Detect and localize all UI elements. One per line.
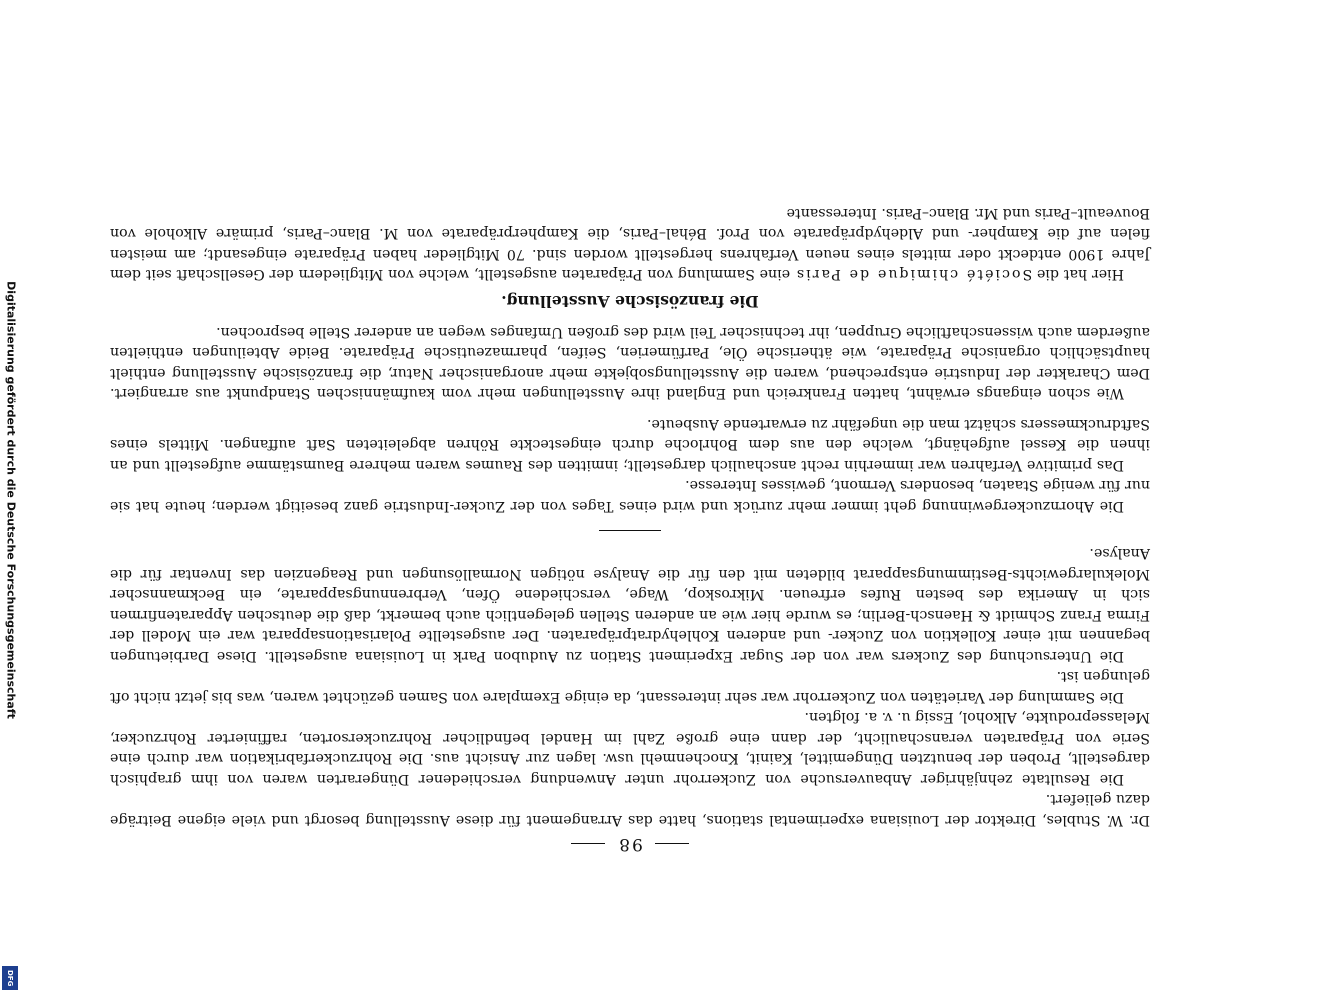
- page-content: [110, 170, 1150, 854]
- section-divider: [599, 530, 661, 531]
- page-number-dash-right: [571, 843, 605, 844]
- section-paragraph-end: eine Sammlung von Präparaten ausgestellt, welche von Mitgliedern der Gesellschaft seit dem Jahre 1900 entdeckt oder mittels eines neuen Verfahrens hergestellt worden sind. 70 Mitglieder haben Präparate eingesandt; am meisten fielen auf die Kampher- und Aldehydpräparate von Prof. Béhal–Paris, die Kampherpräparate von M. Blanc–Paris, primäre Alkohole von Bouveault–Paris und Mr. Blanc–Paris. Interessante: [110, 205, 1150, 283]
- section-title: Die französische Ausstellung.: [501, 292, 759, 312]
- section-paragraph-start: Hier hat die: [1032, 266, 1124, 283]
- page-number-text: 98: [617, 834, 643, 854]
- funding-sidebar: [0, 0, 22, 1000]
- paragraph-3: Die Sammlung der Varietäten von Zuckerrohr war sehr interessant, da einige Exemplare von Samen gezüchtet waren, was bis jetzt nicht oft gelungen ist.: [110, 668, 1150, 705]
- dfg-logo-icon: DFG: [2, 966, 18, 990]
- paragraph-1: Dr. W. Stubles, Direktor der Louisiana experimental stations, hatte das Arrangement für diese Ausstellung besorgt und viele eigene Beiträge dazu geliefert.: [110, 791, 1150, 828]
- paragraph-6: Das primitive Verfahren war immerhin recht anschaulich dargestellt; inmitten des Raumes waren mehrere Baumstämme aufgestellt und an ihnen die Kessel aufgehängt, welche den aus dem Bohrloche durch eingesteckte Röhren abgeleiteten Saft auffangen. Mittels eines Saftdruckmessers schätzt man die ungefähr zu erwartende Ausbeute.: [110, 416, 1150, 473]
- society-name: Société chimique de Paris: [794, 266, 1033, 283]
- section-paragraph: [110, 203, 1150, 285]
- paragraph-5: Die Ahornzuckergewinnung geht immer mehr zurück und wird eines Tages von der Zucker-Industrie ganz beseitigt werden; heute hat sie nur für wenige Staaten, besonders Vermont, gewisses Interesse.: [110, 477, 1150, 514]
- paragraph-7: Wie schon eingangs erwähnt, hatten Frankreich und England ihre Ausstellungen mehr vom kaufmännischen Standpunkt aus arrangiert. Dem Charakter der Industrie entsprechend, waren die Ausstellungsobjekte mehr anorganischer Natur, die französische Ausstellung enthielt hauptsächlich organische Präparate, wie ätherische Öle, Parfümerien, Seifen, pharmazeutische Präparate. Beide Abteilungen enthielten außerdem auch wissenschaftliche Gruppen, ihr technischer Teil wird des großen Umfanges wegen an anderer Stelle besprochen.: [110, 324, 1150, 402]
- paragraph-2: Die Resultate zehnjähriger Anbauversuche von Zuckerrohr unter Anwendung verschiedener Düngerarten waren von ihm graphisch dargestellt, Proben der benutzten Düngemittel, Kainit, Knochenmehl usw. lagen zur Ansicht aus. Die Rohrzuckerfabrikation war durch eine Serie von Präparaten veranschaulicht, der dann eine große Zahl im Handel befindlicher Rohrzuckersorten, raffinierter Rohrzucker, Melasseprodukte, Alkohol, Essig u. v. a. folgten.: [110, 709, 1150, 787]
- funding-note: Digitalisierung gefördert durch die Deutsche Forschungsgemeinschaft: [4, 281, 18, 719]
- page-number-dash-left: [655, 843, 689, 844]
- paragraph-4: Die Untersuchung des Zuckers war von der Sugar Experiment Station zu Audubon Park in Louisiana ausgestellt. Diese Darbietungen begannen mit einer Kollektion von Zucker- und anderen Kohlehydratpräparaten. Der ausgestellte Polarisationsapparat war ein Modell der Firma Franz Schmidt & Haensch-Berlin; es wurde hier wie an anderen Stellen gelegentlich auch bemerkt, daß die deutschen Apparatenfirmen sich in Amerika des besten Rufes erfreuen. Mikroskop, Wage, verschiedene Öfen, Verbrennungsapparate, ein Beckmannscher Molekulargewichts-Bestimmungsapparat bildeten mit den für die Analyse nötigen Normallösungen und Reagenzien das Inventar für die Analyse.: [110, 545, 1150, 664]
- page-number: [110, 834, 1150, 854]
